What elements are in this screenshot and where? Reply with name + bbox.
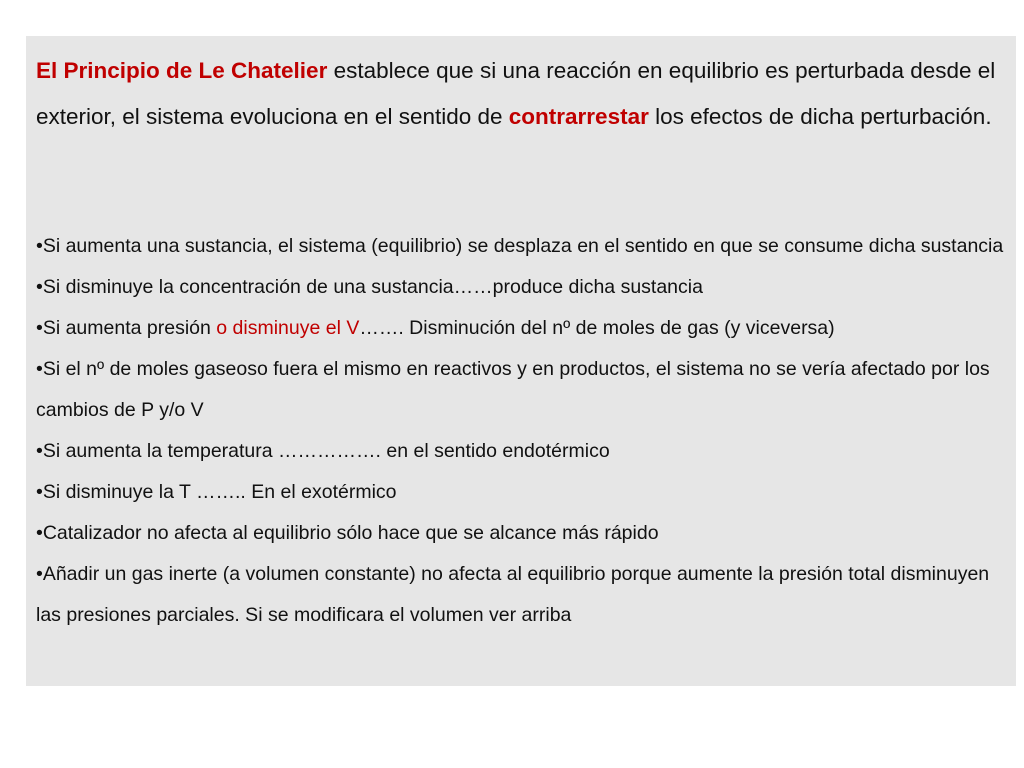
list-item <box>36 308 1008 349</box>
content-panel <box>26 36 1016 686</box>
list-item-text-post: ……. Disminución del nº de moles de gas (y viceversa) <box>359 317 835 339</box>
list-item: •Catalizador no afecta al equilibrio sólo hace que se alcance más rápido <box>36 522 659 544</box>
list-item-text-pre: •Si aumenta presión <box>36 317 217 339</box>
list-item: •Si el nº de moles gaseoso fuera el mismo en reactivos y en productos, el sistema no se vería afectado por los cambios de P y/o V <box>36 358 990 421</box>
intro-paragraph <box>36 48 1006 140</box>
list-item: •Añadir un gas inerte (a volumen constante) no afecta al equilibrio porque aumente la presión total disminuyen las presiones parciales. Si se modificara el volumen ver arriba <box>36 563 990 626</box>
intro-highlight: contrarrestar <box>508 104 649 129</box>
list-item-red-text: o disminuye el V <box>216 317 360 339</box>
list-item: •Si aumenta la temperatura ……………. en el sentido endotérmico <box>36 440 610 462</box>
list-item: •Si disminuye la concentración de una sustancia……produce dicha sustancia <box>36 276 703 298</box>
intro-text-1: establece que si una reacción en equilibrio es perturbada desde el exterior, el sistema evoluciona en el sentido de <box>36 58 996 129</box>
rules-list <box>36 226 1008 636</box>
list-item: •Si aumenta una sustancia, el sistema (equilibrio) se desplaza en el sentido en que se consume dicha sustancia <box>36 235 1004 257</box>
list-item: •Si disminuye la T …….. En el exotérmico <box>36 481 397 503</box>
intro-text-2: los efectos de dicha perturbación. <box>648 104 992 129</box>
principle-term: El Principio de Le Chatelier <box>36 58 328 83</box>
